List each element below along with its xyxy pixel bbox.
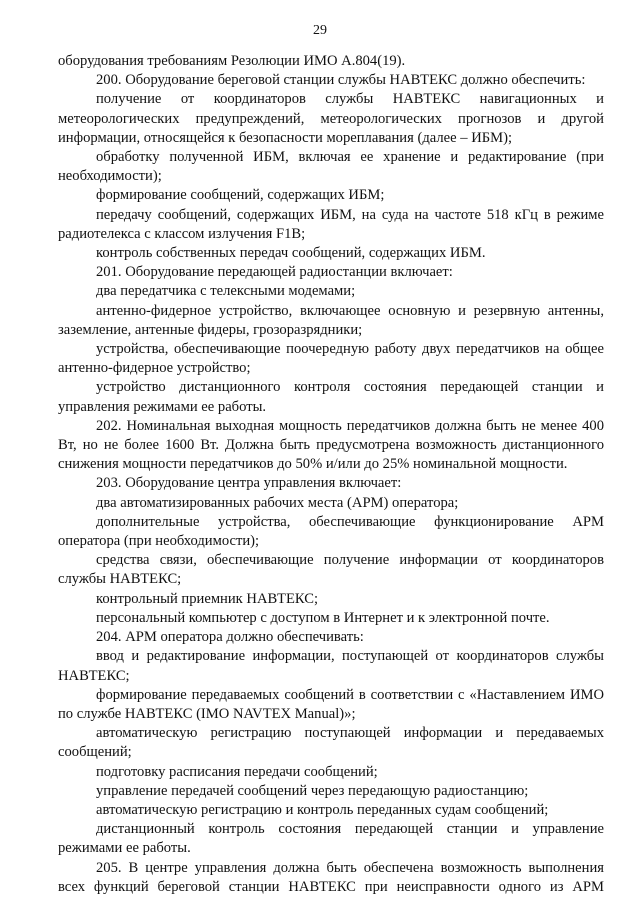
paragraph: 205. В центре управления должна быть обеспечена возможность выполнения всех функций береговой станции НАВТЕКС при неисправности одного из АРМ	[58, 859, 604, 895]
paragraph: оборудования требованиям Резолюции ИМО А.804(19).	[58, 53, 406, 69]
paragraph: устройства, обеспечивающие поочередную работу двух передатчиков на общее антенно-фидерное устройство;	[58, 341, 604, 377]
paragraph: автоматическую регистрацию поступающей информации и передаваемых сообщений;	[58, 725, 604, 761]
paragraph: контроль собственных передач сообщений, содержащих ИБМ.	[96, 245, 486, 262]
paragraph: управление передачей сообщений через передающую радиостанцию;	[96, 782, 529, 799]
paragraph: 202. Номинальная выходная мощность передатчиков должна быть не менее 400 Вт, но не более 1600 Вт. Должна быть предусмотрена возможность дистанционного снижения мощности передатчиков до 50% и/или до 25% номинальной мощности.	[58, 417, 604, 473]
paragraph: 203. Оборудование центра управления включает:	[96, 475, 402, 492]
paragraph: 200. Оборудование береговой станции службы НАВТЕКС должно обеспечить:	[96, 72, 586, 89]
paragraph: ввод и редактирование информации, поступающей от координаторов службы НАВТЕКС;	[58, 648, 604, 684]
page-number: 29	[313, 23, 327, 38]
paragraph: антенно-фидерное устройство, включающее основную и резервную антенны, заземление, антенные фидеры, грозоразрядники;	[58, 302, 604, 338]
paragraph: 201. Оборудование передающей радиостанции включает:	[96, 264, 453, 281]
document-body	[58, 52, 604, 897]
paragraph: 204. АРМ оператора должно обеспечивать:	[96, 629, 364, 646]
paragraph: персональный компьютер с доступом в Интернет и к электронной почте.	[96, 609, 550, 626]
paragraph: дополнительные устройства, обеспечивающие функционирование АРМ оператора (при необходимости);	[58, 513, 604, 550]
paragraph: подготовку расписания передачи сообщений;	[96, 763, 378, 780]
paragraph: формирование передаваемых сообщений в соответствии с «Наставлением ИМО по службе НАВТЕКС (IMO NAVTEX Manual)»;	[58, 686, 604, 722]
paragraph: автоматическую регистрацию и контроль переданных судам сообщений;	[96, 801, 549, 818]
paragraph: обработку полученной ИБМ, включая ее хранение и редактирование (при необходимости);	[58, 149, 604, 185]
paragraph: два передатчика с телексными модемами;	[96, 283, 356, 300]
paragraph: получение от координаторов службы НАВТЕКС навигационных и метеорологических предупреждений, метеорологических прогнозов и другой информации, относящейся к безопасности мореплавания (далее – ИБМ);	[58, 91, 604, 146]
paragraph: два автоматизированных рабочих места (АРМ) оператора;	[96, 494, 459, 511]
paragraph: дистанционный контроль состояния передающей станции и управление режимами ее работы.	[58, 821, 604, 857]
paragraph: передачу сообщений, содержащих ИБМ, на суда на частоте 518 кГц в режиме радиотелекса с классом излучения F1B;	[58, 206, 604, 242]
paragraph: средства связи, обеспечивающие получение информации от координаторов службы НАВТЕКС;	[58, 552, 604, 588]
paragraph: контрольный приемник НАВТЕКС;	[96, 590, 319, 607]
paragraph: формирование сообщений, содержащих ИБМ;	[96, 187, 385, 204]
paragraph: устройство дистанционного контроля состояния передающей станции и управления режимами ее работы.	[58, 379, 604, 415]
